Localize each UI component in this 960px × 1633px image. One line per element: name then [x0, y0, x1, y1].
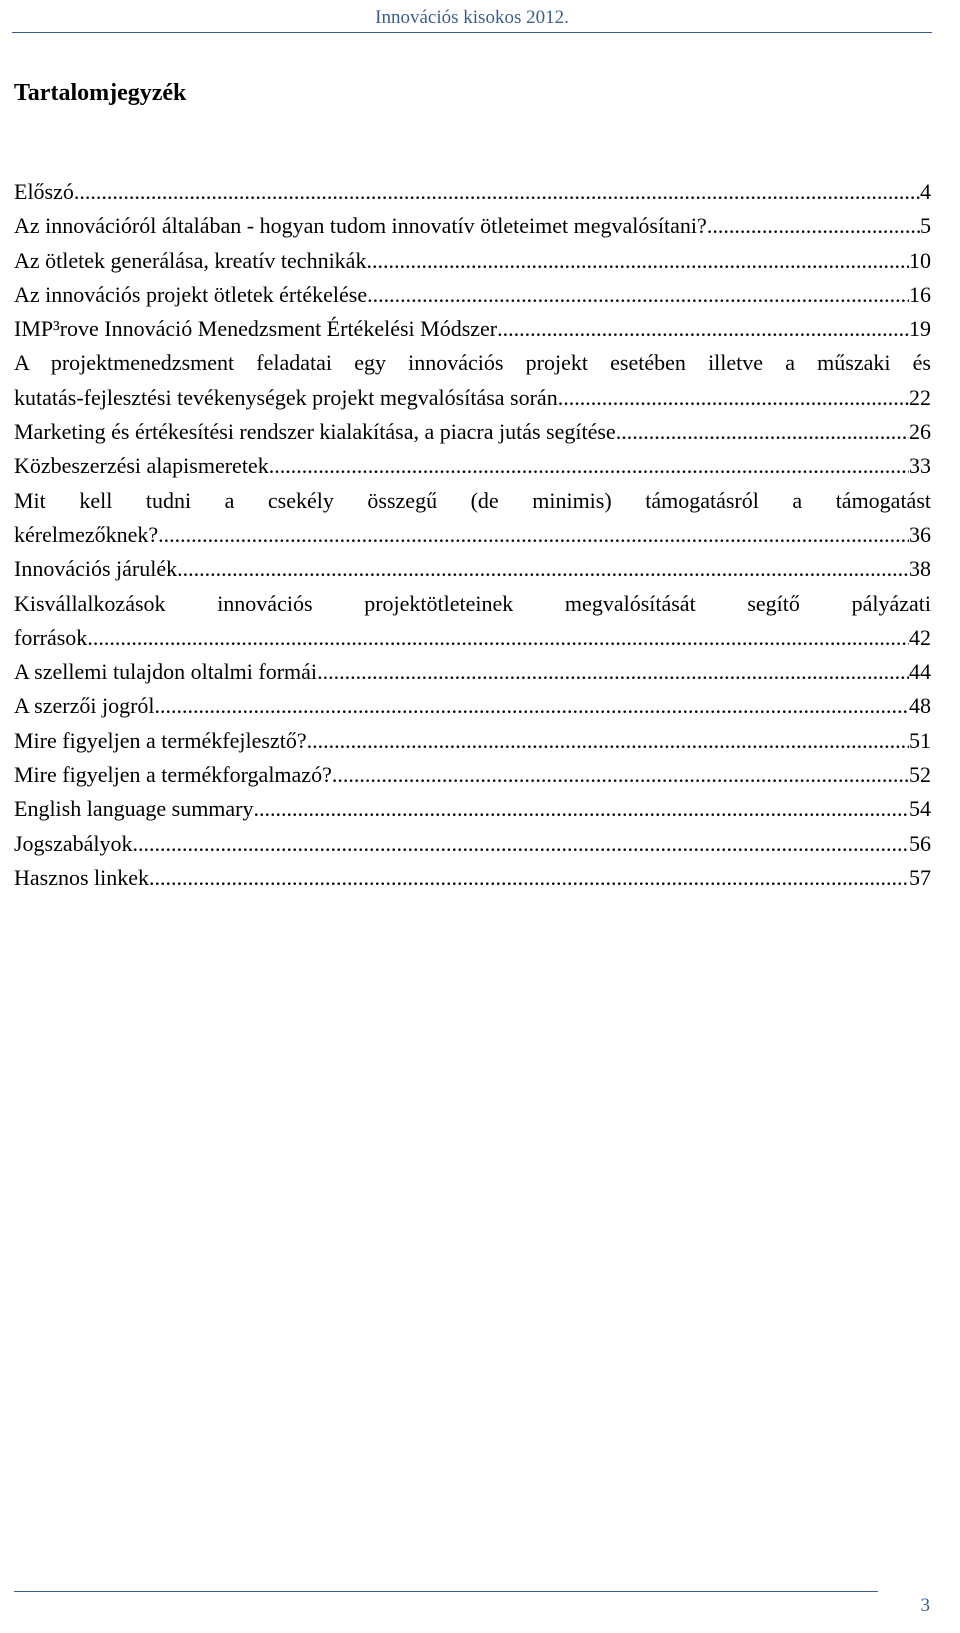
- toc-entry-page: 26: [909, 419, 931, 445]
- dot-leader: [367, 278, 909, 312]
- toc-entry[interactable]: [14, 758, 931, 792]
- toc-entry[interactable]: [14, 484, 931, 553]
- toc-entry-row: [14, 861, 931, 895]
- toc-entry-title: English language summary: [14, 796, 254, 822]
- toc-entry-page: 36: [909, 521, 931, 547]
- toc-entry-row: [14, 381, 931, 415]
- toc-entry-page: 38: [909, 556, 931, 582]
- toc-entry-row: [14, 449, 931, 483]
- toc-entry-title: IMP³rove Innováció Menedzsment Értékelési Módszer: [14, 316, 498, 342]
- dot-leader: [74, 175, 920, 209]
- toc-entry-row: [14, 827, 931, 861]
- running-header-title: Innovációs kisokos 2012.: [375, 7, 569, 28]
- toc-title: Tartalomjegyzék: [14, 80, 187, 106]
- toc-entry-row: [14, 621, 931, 655]
- toc-entry[interactable]: [14, 278, 931, 312]
- toc-entry[interactable]: [14, 175, 931, 209]
- toc-entry-title: Közbeszerzési alapismeretek: [14, 453, 269, 479]
- toc-entry-title: A szellemi tulajdon oltalmi formái: [14, 659, 318, 685]
- toc-entry-row: [14, 415, 931, 449]
- toc-entry-row: [14, 518, 931, 552]
- toc-entry[interactable]: [14, 655, 931, 689]
- dot-leader: [707, 209, 920, 243]
- toc-entry-row: [14, 552, 931, 586]
- toc-entry-page: 57: [909, 864, 931, 890]
- toc-entry[interactable]: [14, 415, 931, 449]
- page-number: 3: [920, 1595, 930, 1616]
- toc-entry-row: [14, 689, 931, 723]
- toc-entry-page: 54: [909, 796, 931, 822]
- toc-entry-row: [14, 278, 931, 312]
- dot-leader: [616, 415, 909, 449]
- toc-entry-row: [14, 724, 931, 758]
- toc-entry-page: 44: [909, 659, 931, 685]
- toc-entry-row: [14, 175, 931, 209]
- toc-entry-title: Az innovációs projekt ötletek értékelése: [14, 281, 368, 307]
- toc-entry-title: Az innovációról általában - hogyan tudom innovatív ötleteimet megvalósítani?: [14, 213, 707, 239]
- toc-entry-row: [14, 244, 931, 278]
- toc-entry-title: Az ötletek generálása, kreatív technikák: [14, 247, 367, 273]
- toc-entry-title: Marketing és értékesítési rendszer kialakítása, a piacra jutás segítése: [14, 419, 616, 445]
- footer-rule: [14, 1591, 878, 1592]
- dot-leader: [307, 724, 909, 758]
- toc-entry[interactable]: [14, 312, 931, 346]
- toc-entry-page: 33: [909, 453, 931, 479]
- toc-entry-title: Mire figyeljen a termékforgalmazó?: [14, 762, 332, 788]
- dot-leader: [254, 792, 909, 826]
- toc-entry-title-line: A projektmenedzsment feladatai egy innovációs projekt esetében illetve a műszaki és: [14, 350, 931, 376]
- dot-leader: [87, 621, 909, 655]
- toc-entry-title: Jogszabályok: [14, 830, 133, 856]
- dot-leader: [149, 861, 909, 895]
- toc-entry-row: [14, 655, 931, 689]
- toc-entry-title: kutatás-fejlesztési tevékenységek projekt megvalósítása során: [14, 384, 558, 410]
- toc-entry-page: 48: [909, 693, 931, 719]
- toc-entry-title: kérelmezőknek?: [14, 521, 159, 547]
- toc-entry-page: 10: [909, 247, 931, 273]
- toc-entry[interactable]: [14, 861, 931, 895]
- toc-entry-page: 52: [909, 762, 931, 788]
- toc-entry-title-line: Mit kell tudni a csekély összegű (de minimis) támogatásról a támogatást: [14, 487, 931, 513]
- dot-leader: [558, 381, 909, 415]
- dot-leader: [269, 449, 909, 483]
- toc-entry-page: 22: [909, 384, 931, 410]
- toc-entry-page: 4: [920, 179, 931, 204]
- dot-leader: [133, 827, 909, 861]
- toc-entry-title: A szerzői jogról: [14, 693, 155, 719]
- toc-entry[interactable]: [14, 449, 931, 483]
- toc-entry-row: [14, 758, 931, 792]
- toc-entry[interactable]: [14, 587, 931, 656]
- dot-leader: [155, 689, 909, 723]
- toc-entry[interactable]: [14, 209, 931, 243]
- toc-entry[interactable]: [14, 792, 931, 826]
- toc-entry-row: [14, 792, 931, 826]
- toc-entry[interactable]: [14, 827, 931, 861]
- toc-entry[interactable]: [14, 724, 931, 758]
- dot-leader: [317, 655, 909, 689]
- toc-entry[interactable]: [14, 346, 931, 415]
- dot-leader: [332, 758, 909, 792]
- toc-entry-row: [14, 209, 931, 243]
- dot-leader: [366, 244, 909, 278]
- toc-entry-page: 42: [909, 624, 931, 650]
- toc-entry[interactable]: [14, 552, 931, 586]
- dot-leader: [158, 518, 909, 552]
- dot-leader: [497, 312, 909, 346]
- toc-entry-title-line: Kisvállalkozások innovációs projektötleteinek megvalósítását segítő pályázati: [14, 590, 931, 616]
- toc-entry-title: források: [14, 624, 88, 650]
- toc-entry-title: Előszó: [14, 179, 74, 204]
- toc-entry[interactable]: [14, 244, 931, 278]
- toc-entry-title: Innovációs járulék: [14, 556, 178, 582]
- toc-entry-title: Mire figyeljen a termékfejlesztő?: [14, 727, 307, 753]
- toc-entry-page: 51: [909, 727, 931, 753]
- table-of-contents: [14, 175, 931, 895]
- toc-entry-title: Hasznos linkek: [14, 864, 150, 890]
- toc-entry-page: 19: [909, 316, 931, 342]
- toc-entry-page: 16: [909, 281, 931, 307]
- toc-entry-page: 56: [909, 830, 931, 856]
- running-header: [12, 6, 932, 33]
- toc-entry[interactable]: [14, 689, 931, 723]
- toc-entry-page: 5: [920, 213, 931, 239]
- dot-leader: [177, 552, 909, 586]
- toc-entry-row: [14, 312, 931, 346]
